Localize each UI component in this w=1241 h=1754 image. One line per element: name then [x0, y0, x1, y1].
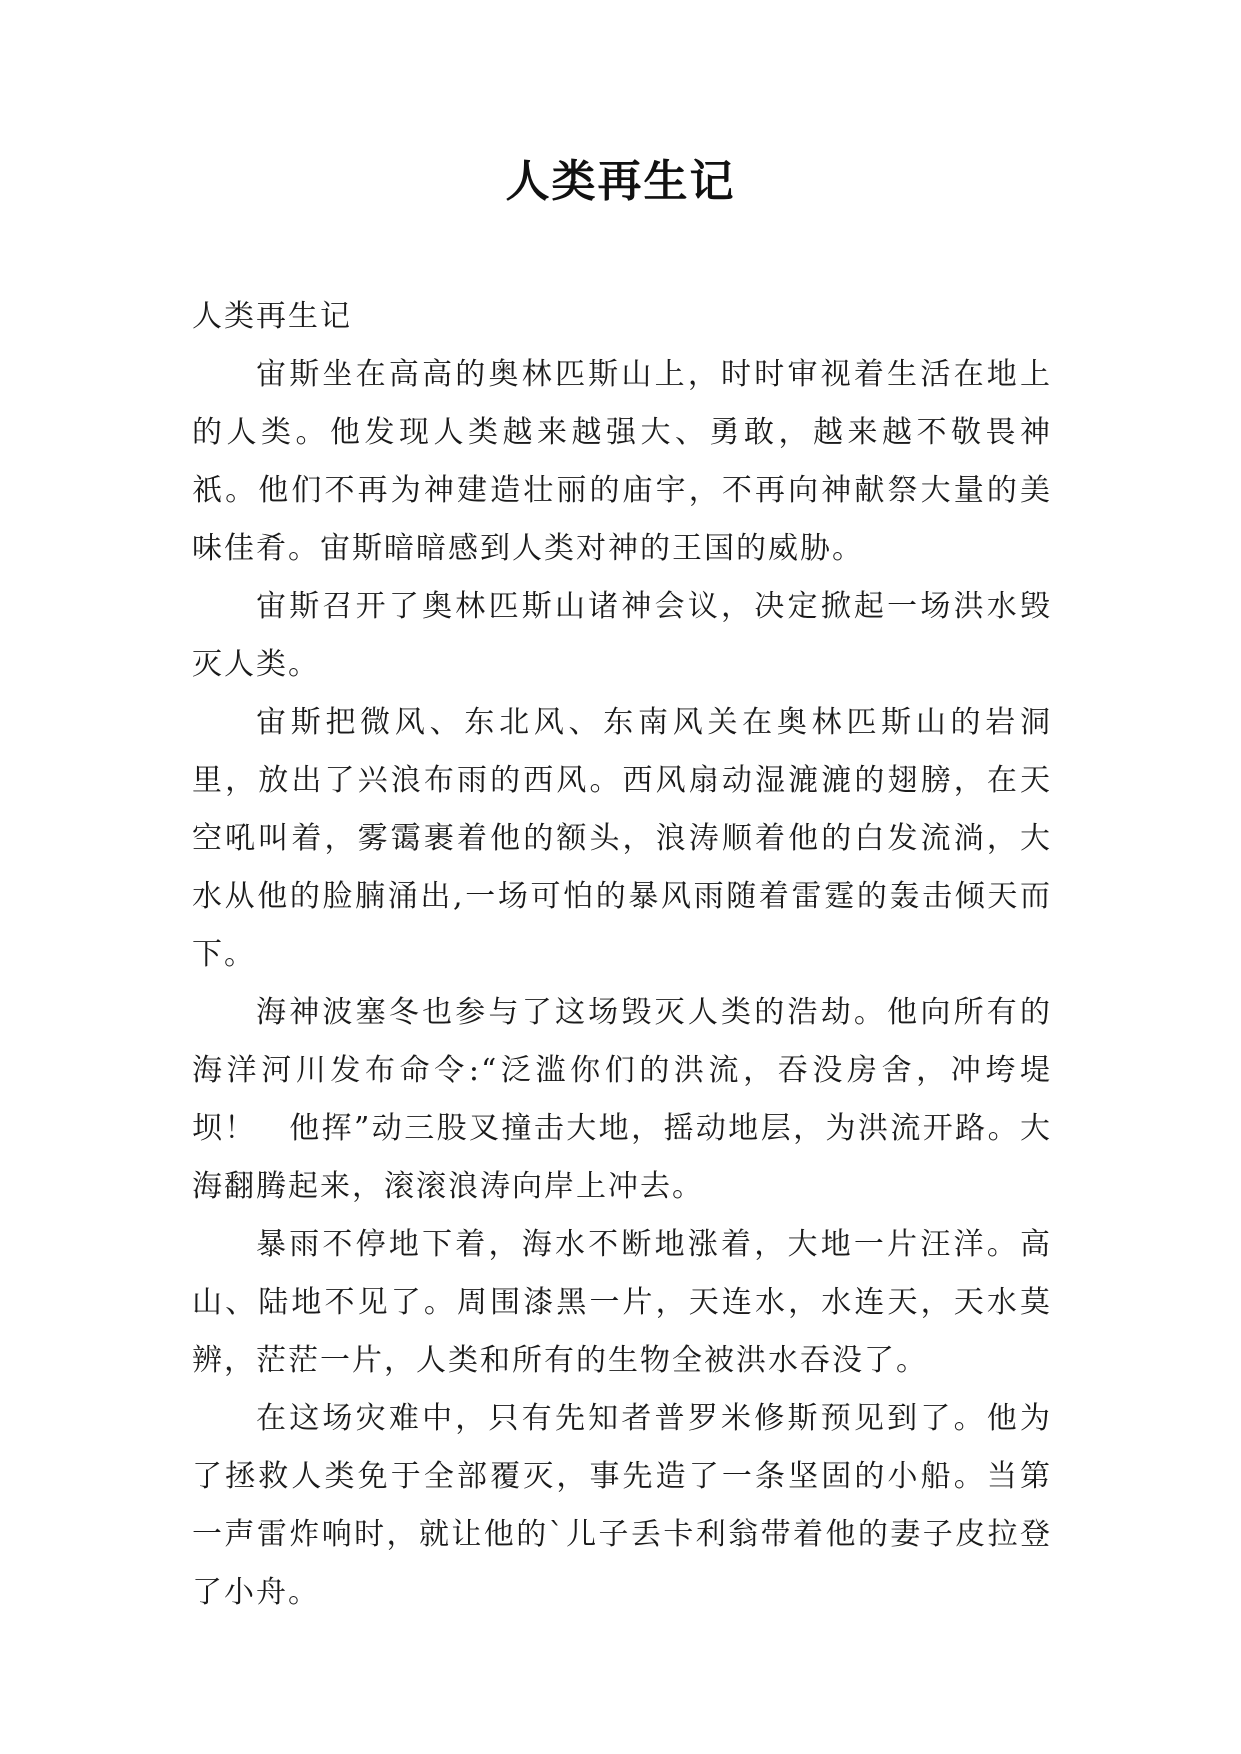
- paragraph: 暴雨不停地下着，海水不断地涨着，大地一片汪洋。高山、陆地不见了。周围漆黑一片，天连水，水连天，天水莫辨，茫茫一片，人类和所有的生物全被洪水吞没了。: [192, 1227, 1052, 1378]
- document-title: 人类再生记: [505, 156, 736, 207]
- paragraph: 宙斯把微风、东北风、东南风关在奥林匹斯山的岩洞里，放出了兴浪布雨的西风。西风扇动湿漉漉的翅膀，在天空吼叫着，雾霭裹着他的额头，浪涛顺着他的白发流淌，大水从他的脸腩涌出,一场可怕的暴风雨随着雷霆的轰击倾天而下。: [192, 705, 1052, 972]
- paragraph: 海神波塞冬也参与了这场毁灭人类的浩劫。他向所有的海洋河川发布命令:“泛滥你们的洪流，吞没房舍，冲垮堤坝！ 他挥”动三股叉撞击大地，摇动地层，为洪流开路。大海翻腾起来，滚滚浪涛向岸上冲去。: [192, 995, 1052, 1204]
- document-body: [192, 288, 1052, 1622]
- paragraph: 宙斯坐在高高的奥林匹斯山上，时时审视着生活在地上的人类。他发现人类越来越强大、勇敢，越来越不敬畏神祇。他们不再为神建造壮丽的庙宇，不再向神献祭大量的美味佳肴。宙斯暗暗感到人类对神的王国的威胁。: [192, 357, 1052, 566]
- paragraph: 在这场灾难中，只有先知者普罗米修斯预见到了。他为了拯救人类免于全部覆灭，事先造了一条坚固的小船。当第一声雷炸响时，就让他的`儿子丢卡利翁带着他的妻子皮拉登了小舟。: [192, 1401, 1052, 1610]
- paragraph: 宙斯召开了奥林匹斯山诸神会议，决定掀起一场洪水毁灭人类。: [192, 589, 1052, 682]
- document-subtitle: 人类再生记: [192, 299, 352, 334]
